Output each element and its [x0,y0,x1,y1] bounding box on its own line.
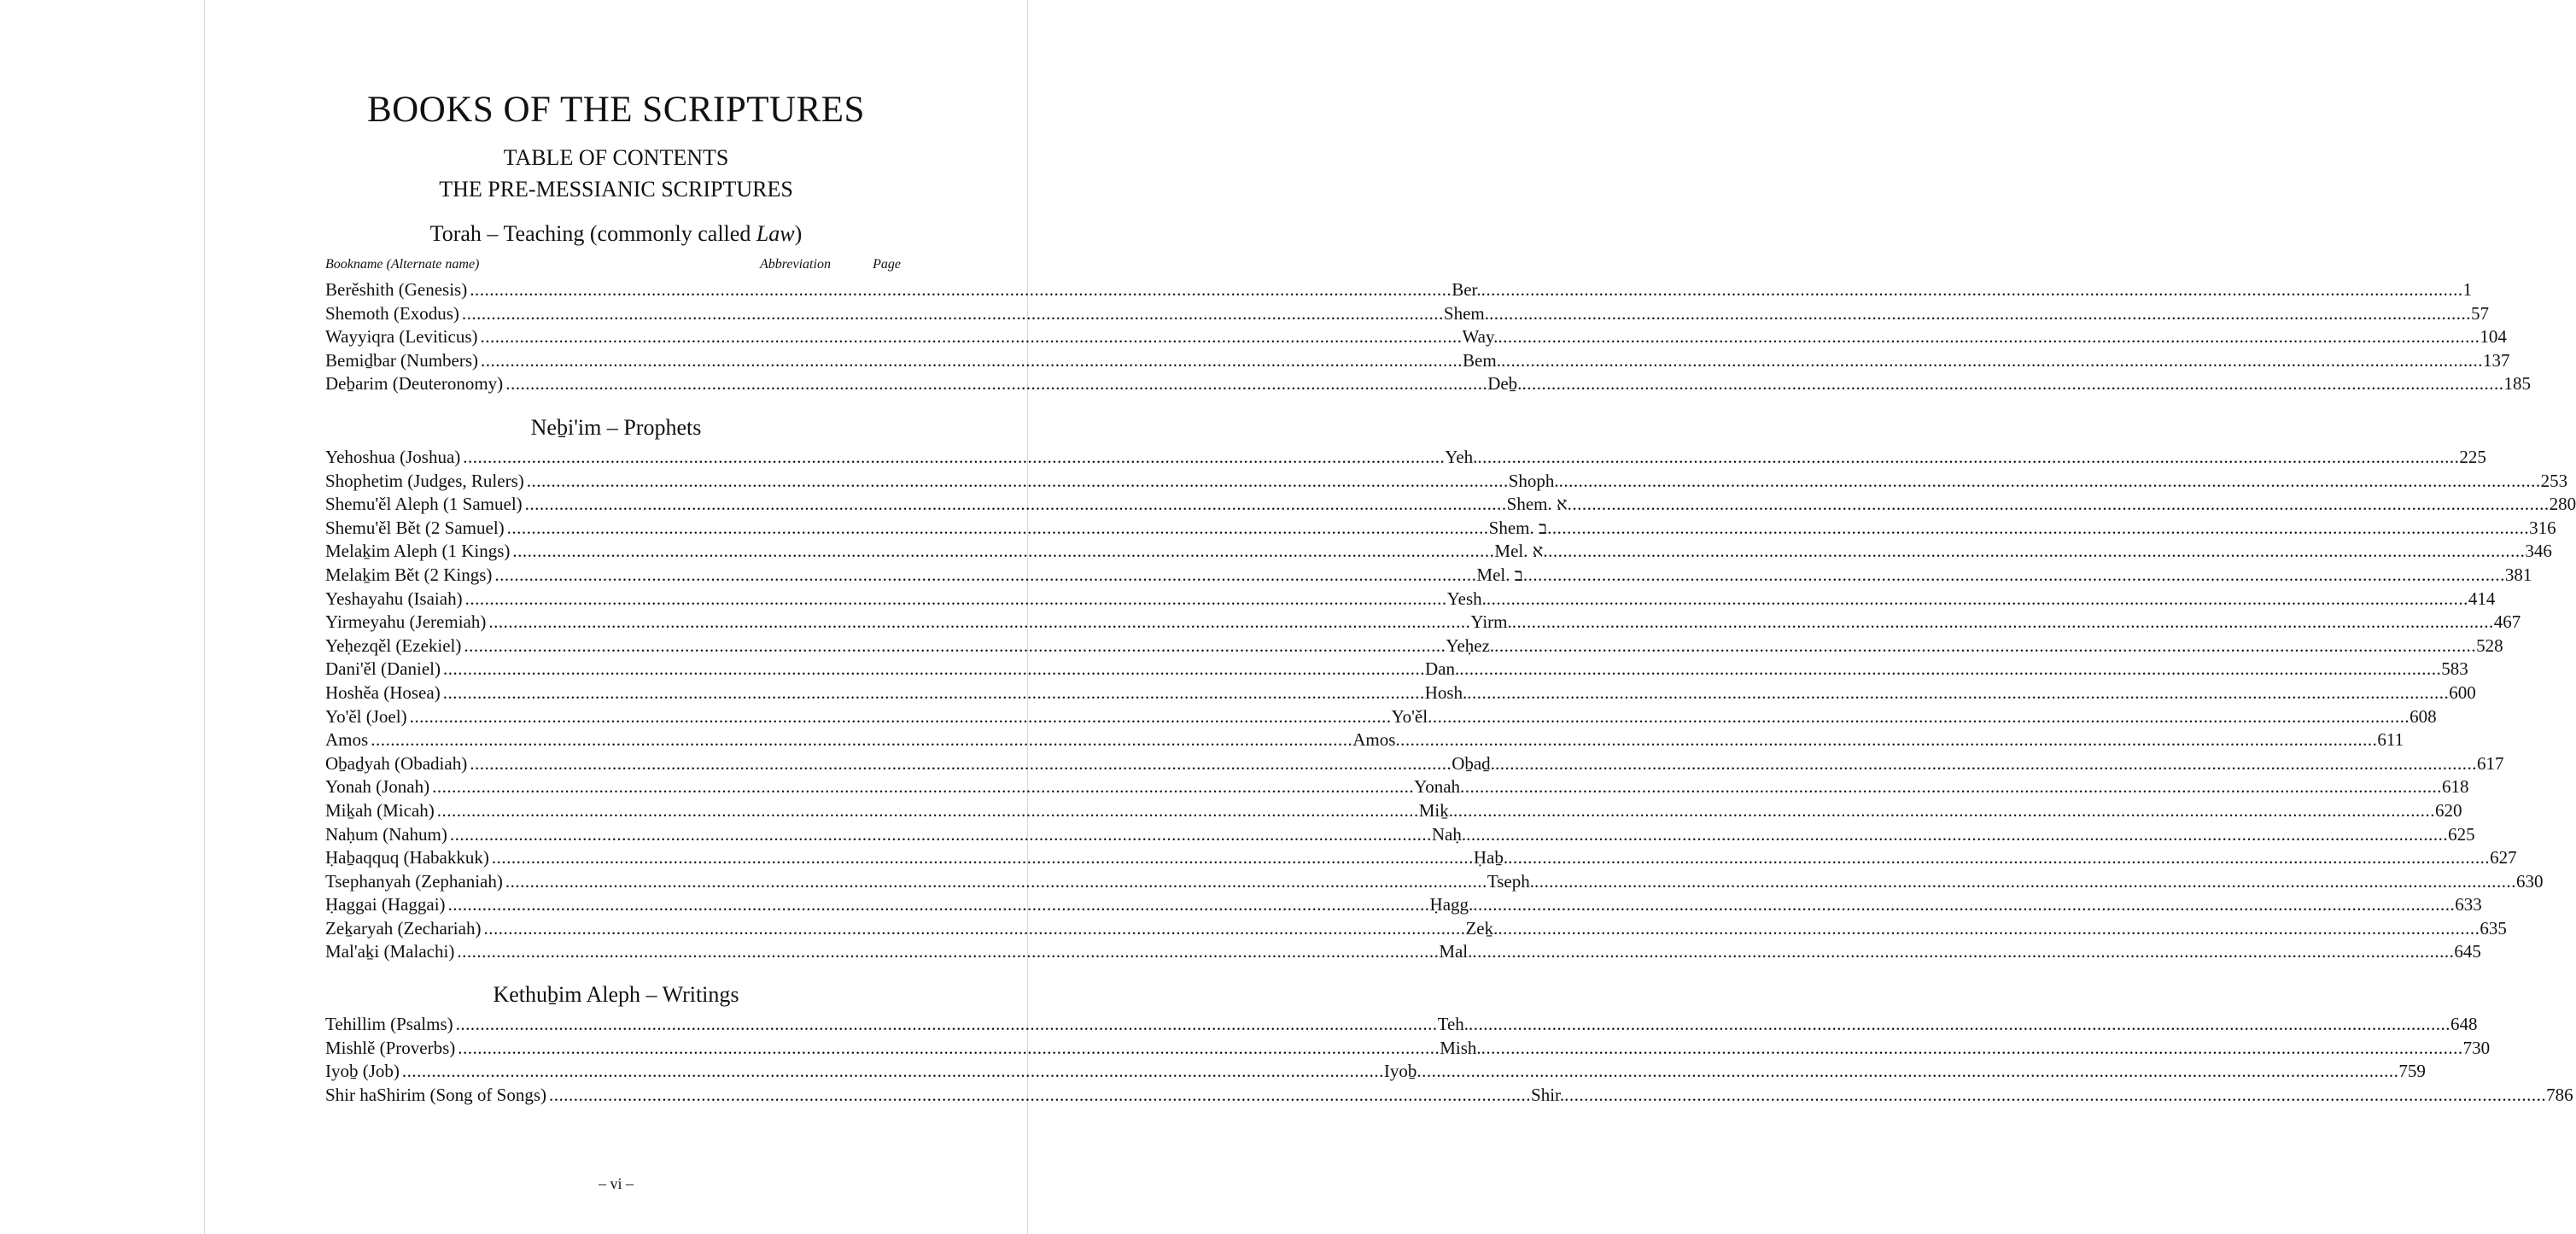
toc-entry [325,705,2437,729]
entry-abbreviation-column [1391,705,2437,729]
entry-abbreviation: Yirm. [1470,611,1512,633]
dot-leader: ........................................................................................................................................................................................................ [494,564,1477,585]
toc-entry [325,870,2544,894]
entry-abbreviation: Bem. [1463,349,1501,371]
entry-book-name: Ḥaḇaqquq (Habakkuk) [325,847,489,868]
entry-abbreviation: Way. [1462,326,1498,348]
dot-leader: ........................................................................................................................................................................................................ [526,470,1509,491]
entry-page-number: 600 [2449,681,2476,703]
subtitle-pre-messianic: THE PRE-MESSIANIC SCRIPTURES [439,177,793,202]
entry-abbreviation: Mel. א [1494,541,1544,562]
entry-abbreviation-column [1418,799,2462,823]
entry-page-number: 633 [2455,894,2482,915]
dot-leader: ........................................................................................................................................................................................................ [1564,1084,2547,1105]
toc-entry [325,540,2552,564]
entry-abbreviation-column [1452,278,2473,302]
dot-leader: ........................................................................................................................................................................................................ [1452,799,2435,821]
torah-list [325,278,2531,396]
dot-leader: ........................................................................................................................................................................................................ [480,326,1463,348]
entry-abbreviation-column [1465,917,2507,941]
toc-entry [325,349,2510,373]
dot-leader: ........................................................................................................................................................................................................ [461,302,1444,324]
entry-page-number: 528 [2476,635,2503,656]
dot-leader: ........................................................................................................................................................................................................ [458,1037,1440,1058]
entry-abbreviation: Hosh. [1424,681,1468,703]
entry-page-number: 608 [2410,705,2437,727]
entry-abbreviation-column [1424,681,2476,705]
entry-abbreviation-column [1352,728,2404,752]
toc-entry [325,517,2556,541]
torah-heading-italic: Law [756,221,795,246]
entry-abbreviation-column [1531,1084,2573,1108]
dot-leader: ........................................................................................................................................................................................................ [481,349,1463,371]
toc-entry [325,325,2507,349]
entry-book-name: Mishlě (Proverbs) [325,1037,456,1058]
dot-leader: ........................................................................................................................................................................................................ [464,588,1447,609]
dot-leader: ........................................................................................................................................................................................................ [409,705,1392,727]
entry-book-name: Tsephanyah (Zephaniah) [325,870,503,892]
entry-book-name: Melaḵim Bět (2 Kings) [325,564,493,585]
entry-abbreviation: Oḇaḏ. [1452,752,1495,774]
entry-abbreviation-column [1429,893,2482,917]
entry-book-name: Hoshěa (Hosea) [325,681,441,703]
entry-abbreviation-column [1452,752,2504,776]
entry-abbreviation-column [1437,1013,2478,1037]
dot-leader: ........................................................................................................................................................................................................ [1466,823,2449,845]
dot-leader: ........................................................................................................................................................................................................ [1469,1014,2451,1034]
entry-abbreviation: Yeḥez. [1446,635,1495,656]
section-heading-kethubim: Kethuḇim Aleph – Writings [493,982,739,1007]
entry-book-name: Yeḥezqěl (Ezekiel) [325,635,462,656]
entry-page-number: 316 [2529,517,2556,538]
torah-heading-close: ) [794,221,803,246]
dot-leader: ........................................................................................................................................................................................................ [549,1084,1532,1105]
dot-leader: ........................................................................................................................................................................................................ [1533,870,2516,892]
entry-book-name: Yonah (Jonah) [325,776,430,798]
dot-leader: ........................................................................................................................................................................................................ [436,799,1419,821]
entry-page-number: 611 [2377,729,2404,751]
dot-leader: ........................................................................................................................................................................................................ [442,658,1425,680]
entry-abbreviation-column [1473,846,2517,870]
entry-page-number: 280 [2549,494,2576,515]
dot-leader: ........................................................................................................................................................................................................ [464,635,1446,656]
toc-entry [325,588,2496,611]
entry-abbreviation: Yesh. [1446,588,1487,609]
dot-leader: ........................................................................................................................................................................................................ [1498,917,2480,939]
entry-book-name: Wayyiqra (Leviticus) [325,326,478,348]
toc-entry [325,635,2503,658]
entry-page-number: 625 [2448,823,2475,845]
dot-leader: ........................................................................................................................................................................................................ [1395,729,2378,751]
entry-book-name: Naḥum (Nahum) [325,823,447,845]
dot-leader: ........................................................................................................................................................................................................ [488,611,1471,633]
entry-abbreviation: Deḇ. [1487,373,1522,395]
dot-leader: ........................................................................................................................................................................................................ [1511,611,2494,633]
dot-leader: ........................................................................................................................................................................................................ [491,847,1474,868]
entry-book-name: Shemoth (Exodus) [325,302,459,324]
entry-book-name: Melaḵim Aleph (1 Kings) [325,541,511,562]
dot-leader: ........................................................................................................................................................................................................ [447,894,1430,915]
dot-leader: ........................................................................................................................................................................................................ [1547,517,2530,538]
toc-entry [325,917,2507,941]
page-number: – vi – [598,1175,634,1192]
toc-entry [325,681,2476,705]
dot-leader: ........................................................................................................................................................................................................ [449,823,1432,845]
dot-leader: ........................................................................................................................................................................................................ [1522,564,2505,585]
entry-abbreviation: Naḥ. [1431,823,1467,845]
entry-abbreviation: Dan. [1424,658,1460,680]
dot-leader: ........................................................................................................................................................................................................ [1494,752,2477,774]
section-heading-torah [205,221,1027,247]
toc-entry [325,775,2469,799]
entry-book-name: Mal'aḵi (Malachi) [325,941,455,962]
entry-abbreviation-column [1494,540,2552,564]
entry-page-number: 346 [2525,541,2552,562]
entry-page-number: 137 [2482,349,2510,371]
entry-abbreviation-column [1414,775,2469,799]
entry-abbreviation-column [1445,446,2486,470]
dot-leader: ........................................................................................................................................................................................................ [512,541,1495,562]
entry-abbreviation: Ḥaḇ. [1473,847,1509,868]
dot-leader: ........................................................................................................................................................................................................ [506,517,1489,538]
dot-leader: ........................................................................................................................................................................................................ [1472,941,2455,962]
dot-leader: ........................................................................................................................................................................................................ [457,941,1440,962]
entry-page-number: 253 [2540,470,2568,491]
dot-leader: ........................................................................................................................................................................................................ [1428,705,2410,727]
toc-entry [325,846,2517,870]
entry-page-number: 627 [2490,847,2517,868]
dot-leader: ........................................................................................................................................................................................................ [1508,847,2491,868]
entry-book-name: Tehillim (Psalms) [325,1014,453,1034]
entry-book-name: Deḇarim (Deuteronomy) [325,373,504,395]
entry-book-name: Shophetim (Judges, Rulers) [325,470,524,491]
entry-abbreviation: Tseph. [1487,870,1534,892]
entry-abbreviation: Yo'ěl [1391,705,1428,727]
entry-page-number: 57 [2471,302,2489,324]
dot-leader: ........................................................................................................................................................................................................ [432,776,1415,798]
entry-abbreviation-column [1383,1060,2426,1084]
entry-page-number: 617 [2476,752,2504,774]
subtitle-toc: TABLE OF CONTENTS [503,145,729,170]
entry-page-number: 759 [2398,1061,2426,1082]
entry-book-name: Iyoḇ (Job) [325,1061,400,1082]
entry-page-number: 620 [2434,799,2462,821]
entry-page-number: 104 [2480,326,2507,348]
kethubim-list [325,1013,2573,1107]
toc-entry [325,302,2489,326]
entry-abbreviation: Shem. ב [1488,517,1548,538]
entry-book-name: Shir haShirim (Song of Songs) [325,1084,547,1105]
dot-leader: ........................................................................................................................................................................................................ [1459,658,2442,680]
entry-abbreviation: Shem. [1443,302,1489,324]
entry-book-name: Yo'ěl (Joel) [325,705,407,727]
entry-book-name: Yeshayahu (Isaiah) [325,588,463,609]
dot-leader: ........................................................................................................................................................................................................ [1494,635,2477,656]
entry-page-number: 583 [2441,658,2468,680]
entry-abbreviation: Shir. [1531,1084,1565,1105]
toc-entry [325,278,2473,302]
entry-abbreviation: Yeh. [1445,447,1478,467]
dot-leader: ........................................................................................................................................................................................................ [1558,470,2541,491]
entry-page-number: 381 [2504,564,2532,585]
entry-abbreviation: Amos [1352,729,1396,751]
section-heading-nebiim: Neḇi'im – Prophets [530,415,702,440]
entry-book-name: Amos [325,729,369,751]
entry-book-name: Berěshith (Genesis) [325,279,468,300]
entry-page-number: 414 [2468,588,2496,609]
page-title: BOOKS OF THE SCRIPTURES [367,90,865,130]
dot-leader: ........................................................................................................................................................................................................ [470,279,1452,300]
entry-page-number: 645 [2454,941,2481,962]
entry-book-name: Dani'ěl (Daniel) [325,658,441,680]
dot-leader: ........................................................................................................................................................................................................ [1477,447,2460,467]
dot-leader: ........................................................................................................................................................................................................ [442,681,1425,703]
entry-abbreviation-column [1439,940,2481,964]
entry-page-number: 225 [2459,447,2486,467]
entry-abbreviation-column [1506,493,2576,517]
entry-book-name: Shemu'ěl Bět (2 Samuel) [325,517,505,538]
entry-abbreviation: Ḥagg. [1429,894,1474,915]
column-header-abbreviation: Abbreviation [760,257,831,272]
toc-entry [325,1013,2478,1037]
entry-abbreviation: Shoph. [1508,470,1559,491]
toc-entry [325,564,2532,588]
entry-abbreviation-column [1443,302,2489,326]
dot-leader: ........................................................................................................................................................................................................ [401,1061,1384,1082]
dot-leader: ........................................................................................................................................................................................................ [505,373,1488,395]
entry-book-name: Miḵah (Micah) [325,799,435,821]
entry-abbreviation: Yonah [1414,776,1461,798]
dot-leader: ........................................................................................................................................................................................................ [1481,279,2463,300]
toc-entry [325,799,2462,823]
entry-abbreviation-column [1470,611,2521,635]
dot-leader: ........................................................................................................................................................................................................ [1500,349,2483,371]
entry-abbreviation: Iyoḇ [1383,1061,1417,1082]
entry-abbreviation-column [1508,470,2568,494]
dot-leader: ........................................................................................................................................................................................................ [483,917,1466,939]
dot-leader: ........................................................................................................................................................................................................ [1522,373,2504,395]
entry-book-name: Yirmeyahu (Jeremiah) [325,611,487,633]
column-headers [325,256,901,273]
entry-abbreviation-column [1446,588,2496,611]
entry-book-name: Shemu'ěl Aleph (1 Samuel) [325,494,523,515]
dot-leader: ........................................................................................................................................................................................................ [1473,894,2456,915]
dot-leader: ........................................................................................................................................................................................................ [1467,681,2450,703]
dot-leader: ........................................................................................................................................................................................................ [1567,494,2550,515]
entry-abbreviation-column [1440,1037,2491,1061]
dot-leader: ........................................................................................................................................................................................................ [1543,541,2526,562]
entry-abbreviation: Mal. [1439,941,1473,962]
entry-abbreviation-column [1446,635,2503,658]
dot-leader: ........................................................................................................................................................................................................ [1489,302,2471,324]
toc-entry [325,1037,2491,1061]
entry-abbreviation: Miḵ. [1418,799,1453,821]
dot-leader: ........................................................................................................................................................................................................ [505,870,1487,892]
entry-abbreviation-column [1487,870,2544,894]
entry-abbreviation-column [1476,564,2532,588]
toc-entry [325,611,2521,635]
toc-entry [325,372,2531,396]
entry-abbreviation: Ber. [1452,279,1481,300]
entry-abbreviation-column [1431,823,2475,847]
entry-book-name: Yehoshua (Joshua) [325,447,461,467]
entry-page-number: 786 [2546,1084,2573,1105]
entry-page-number: 1 [2462,279,2473,300]
toc-entry [325,752,2504,776]
entry-abbreviation-column [1424,658,2468,681]
dot-leader: ........................................................................................................................................................................................................ [371,729,1353,751]
toc-entry [325,823,2475,847]
entry-page-number: 635 [2480,917,2507,939]
entry-page-number: 648 [2450,1014,2478,1034]
toc-entry [325,728,2404,752]
nebiim-list [325,446,2576,964]
dot-leader: ........................................................................................................................................................................................................ [1498,326,2480,348]
entry-abbreviation: Mel. ב [1476,564,1523,585]
entry-book-name: Oḇaḏyah (Obadiah) [325,752,468,774]
document-page [204,0,2576,1234]
entry-page-number: 185 [2503,373,2531,395]
toc-entry [325,470,2568,494]
toc-entry [325,446,2486,470]
entry-book-name: Zeḵaryah (Zechariah) [325,917,482,939]
entry-page-number: 467 [2493,611,2521,633]
entry-abbreviation-column [1463,349,2510,373]
toc-entry [325,893,2482,917]
entry-book-name: Ḥaggai (Haggai) [325,894,446,915]
dot-leader: ........................................................................................................................................................................................................ [1460,776,2443,798]
column-header-page: Page [873,257,901,272]
toc-entry [325,1060,2426,1084]
toc-entry [325,493,2576,517]
entry-page-number: 730 [2462,1037,2491,1058]
dot-leader: ........................................................................................................................................................................................................ [524,494,1507,515]
toc-entry [325,658,2468,681]
toc-entry [325,1084,2573,1108]
entry-page-number: 618 [2442,776,2469,798]
entry-abbreviation: Mish. [1440,1037,1481,1058]
entry-abbreviation: Teh. [1437,1014,1469,1034]
column-header-book: Bookname (Alternate name) [325,257,480,272]
entry-book-name: Bemiḏbar (Numbers) [325,349,479,371]
entry-abbreviation-column [1488,517,2556,541]
entry-abbreviation-column [1487,372,2531,396]
dot-leader: ........................................................................................................................................................................................................ [455,1014,1438,1034]
entry-abbreviation: Zeḵ. [1465,917,1498,939]
dot-leader: ........................................................................................................................................................................................................ [1481,1037,2463,1058]
dot-leader: ........................................................................................................................................................................................................ [1486,588,2468,609]
entry-page-number: 630 [2515,870,2544,892]
dot-leader: ........................................................................................................................................................................................................ [463,447,1446,467]
dot-leader: ........................................................................................................................................................................................................ [1417,1061,2399,1082]
dot-leader: ........................................................................................................................................................................................................ [470,752,1452,774]
torah-heading-text: Torah – Teaching (commonly called [429,221,756,246]
toc-entry [325,940,2481,964]
entry-abbreviation-column [1462,325,2507,349]
entry-abbreviation: Shem. א [1506,494,1568,515]
